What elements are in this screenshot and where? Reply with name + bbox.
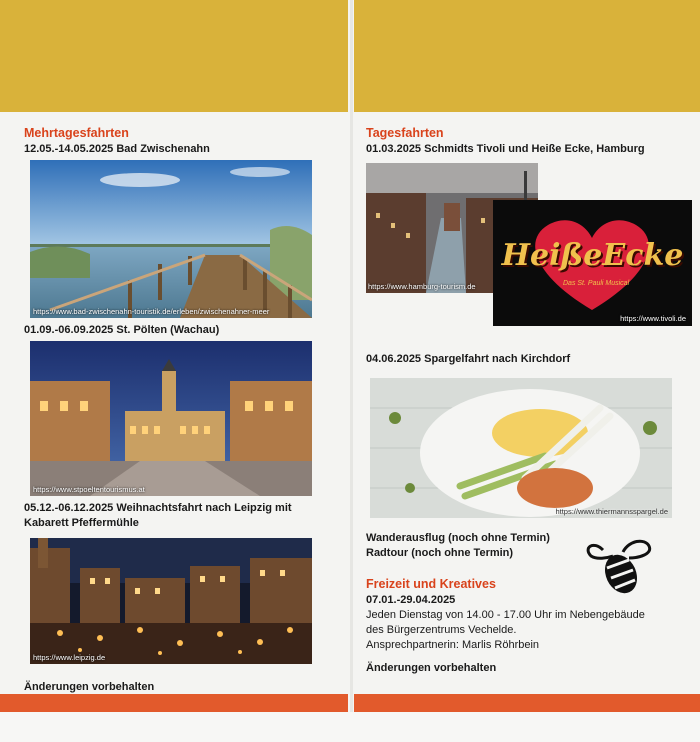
photo-st-poelten [30, 341, 312, 496]
logo-heisse-ecke-text: HeißeEcke [501, 238, 684, 273]
photo-leipzig [30, 538, 312, 664]
photo-credit: https://www.leipzig.de [33, 653, 106, 662]
bee-icon [583, 538, 658, 598]
photo-asparagus-dish [370, 378, 672, 518]
photo-credit: https://www.hamburg-tourism.de [368, 282, 476, 291]
top-gold-band-left [0, 0, 348, 112]
fold-line [350, 0, 353, 742]
heading-freizeit: Freizeit und Kreatives [366, 577, 496, 591]
photo-credit: https://www.bad-zwischenahn-touristik.de/erleben/zwischenahner-meer [33, 307, 270, 316]
leisure-line1: Jeden Dienstag von 14.00 - 17.00 Uhr im Nebengebäude [366, 609, 645, 621]
photo-bad-zwischenahn [30, 160, 312, 318]
trip-title-st-poelten: 01.09.-06.09.2025 St. Pölten (Wachau) [24, 324, 220, 336]
page-bottom-edge [0, 712, 700, 742]
top-gold-band-right [354, 0, 700, 112]
trip-title-leipzig-line2: Kabarett Pfeffermühle [24, 517, 139, 529]
photo-credit: https://www.thiermannsspargel.de [555, 507, 668, 516]
photo-credit: https://www.tivoli.de [620, 314, 686, 323]
trip-radtour: Radtour (noch ohne Termin) [366, 547, 514, 559]
heading-tagesfahrten: Tagesfahrten [366, 126, 444, 140]
logo-heisse-ecke-subtitle: Das St. Pauli Musical [563, 280, 630, 287]
leisure-date: 07.01.-29.04.2025 [366, 594, 456, 606]
trip-title-bad-zwischenahn: 12.05.-14.05.2025 Bad Zwischenahn [24, 143, 210, 155]
trip-title-hamburg: 01.03.2025 Schmidts Tivoli und Heiße Ecke, Hamburg [366, 143, 645, 155]
leisure-line2: des Bürgerzentrums Vechelde. [366, 624, 517, 636]
trip-title-leipzig-line1: 05.12.-06.12.2025 Weihnachtsfahrt nach Leipzig mit [24, 502, 292, 514]
bottom-orange-band-left [0, 694, 348, 712]
bottom-orange-band-right [354, 694, 700, 712]
heading-mehrtagesfahrten: Mehrtagesfahrten [24, 126, 129, 140]
trip-title-spargel: 04.06.2025 Spargelfahrt nach Kirchdorf [366, 353, 571, 365]
footer-disclaimer-left: Änderungen vorbehalten [24, 681, 155, 693]
logo-heisse-ecke [493, 200, 692, 326]
trip-wanderausflug: Wanderausflug (noch ohne Termin) [366, 532, 550, 544]
footer-disclaimer-right: Änderungen vorbehalten [366, 662, 497, 674]
photo-credit: https://www.stpoeltentourismus.at [33, 485, 145, 494]
leisure-contact: Ansprechpartnerin: Marlis Röhrbein [366, 639, 540, 651]
